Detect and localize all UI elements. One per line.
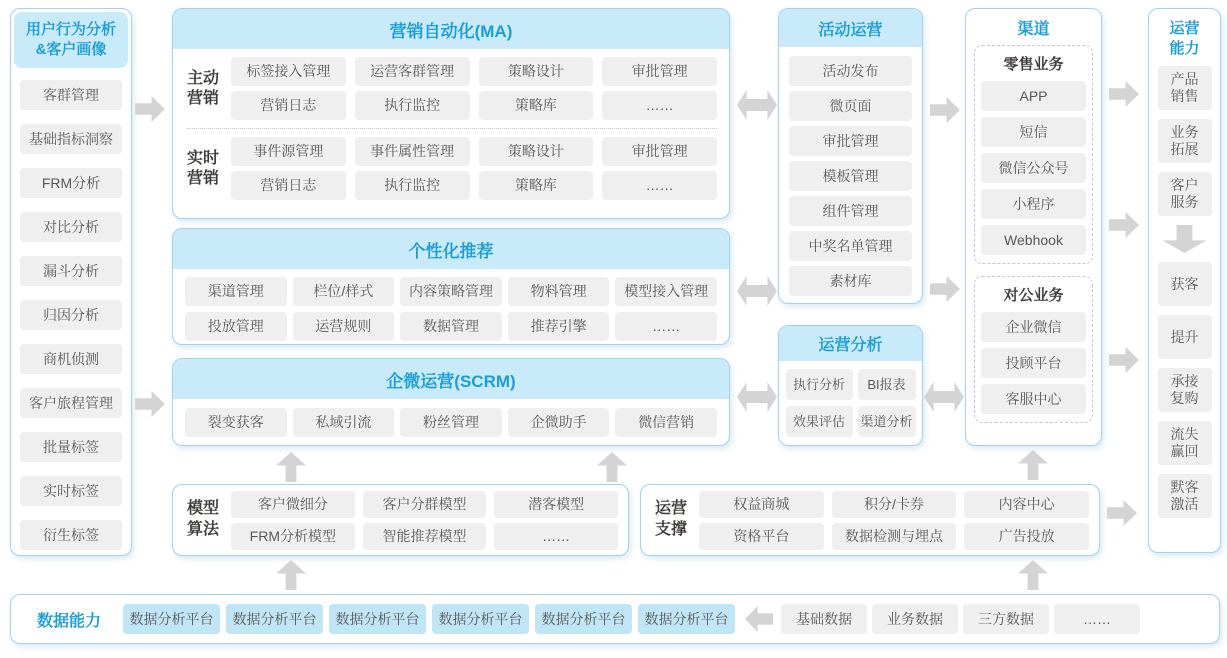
flow-arrow-right-icon (135, 391, 165, 417)
module-list (981, 312, 1086, 414)
module-chip: 渠道管理 (185, 277, 287, 306)
module-chip: 客户微细分 (231, 491, 355, 518)
module-grid (231, 491, 618, 550)
sidebar-list (14, 68, 128, 550)
panel-operation-support (640, 484, 1100, 556)
module-grid (173, 399, 729, 437)
module-chip: 智能推荐模型 (363, 523, 487, 550)
module-chip: 粉丝管理 (400, 408, 502, 437)
flow-arrow-right-icon (930, 97, 960, 123)
module-chip: 效果评估 (786, 406, 853, 437)
module-chip: …… (1054, 604, 1140, 634)
flow-arrow-right-icon (1109, 81, 1139, 107)
module-chip: …… (602, 91, 717, 120)
platform-chip: 数据分析平台 (226, 604, 323, 634)
module-chip: 对比分析 (20, 212, 122, 242)
module-chip: 客群管理 (20, 80, 122, 110)
module-chip: 提升 (1158, 315, 1212, 359)
module-chip: 归因分析 (20, 300, 122, 330)
module-chip: 运营客群管理 (355, 57, 470, 86)
panel-title: 活动运营 (779, 9, 922, 47)
module-grid (779, 361, 922, 437)
panel-title: 企微运营(SCRM) (173, 359, 729, 399)
flow-arrow-up-icon (276, 560, 306, 590)
module-chip: 私域引流 (293, 408, 395, 437)
flow-arrow-up-icon (1018, 450, 1048, 480)
module-chip: 商机侦测 (20, 344, 122, 374)
module-chip: 审批管理 (602, 137, 717, 166)
module-chip: 内容策略管理 (400, 277, 502, 306)
panel-activity-operation (778, 8, 923, 304)
panel-operation-analysis (778, 325, 923, 446)
module-chip: 微信营销 (615, 408, 717, 437)
module-chip: 企业微信 (981, 312, 1086, 342)
module-grid (231, 57, 717, 120)
module-chip: 策略库 (479, 91, 594, 120)
flow-arrow-up-icon (597, 452, 627, 482)
panel-title: 渠道 (1017, 20, 1050, 38)
module-chip: 审批管理 (602, 57, 717, 86)
module-chip: FRM分析 (20, 168, 122, 198)
panel-operation-capability (1148, 8, 1221, 553)
module-chip: 活动发布 (789, 56, 912, 86)
module-chip: 推荐引擎 (508, 312, 610, 341)
module-chip: 产品销售 (1158, 66, 1212, 110)
module-chip: 中奖名单管理 (789, 231, 912, 261)
module-chip: 企微助手 (508, 408, 610, 437)
group-label: 零售业务 (1003, 56, 1064, 73)
flow-arrow-both-icon (737, 276, 777, 306)
module-chip: 小程序 (981, 189, 1086, 219)
module-chip: 客服中心 (981, 384, 1086, 414)
flow-arrow-up-icon (1018, 560, 1048, 590)
module-chip: 标签接入管理 (231, 57, 346, 86)
data-capability-row (11, 595, 1219, 643)
module-chip: 数据检测与埋点 (832, 523, 957, 550)
panel-personalized-recommendation (172, 228, 730, 345)
module-chip: 获客 (1158, 262, 1212, 306)
panel-data-capability (10, 594, 1220, 644)
module-chip: …… (602, 171, 717, 200)
flow-arrow-both-icon (737, 382, 777, 412)
module-chip: 流失赢回 (1158, 421, 1212, 465)
module-chip: 业务数据 (872, 604, 958, 634)
support-body (641, 485, 1099, 555)
module-chip: 策略设计 (479, 57, 594, 86)
module-chip: 短信 (981, 117, 1086, 147)
module-chip: 投放管理 (185, 312, 287, 341)
flow-arrow-both-icon (924, 382, 964, 412)
panel-title: 营销自动化(MA) (173, 9, 729, 49)
module-chip: 事件源管理 (231, 137, 346, 166)
module-chip: 客户分群模型 (363, 491, 487, 518)
flow-arrow-right-icon (1107, 500, 1137, 526)
module-chip: 素材库 (789, 266, 912, 296)
module-chip: 执行监控 (355, 171, 470, 200)
module-chip: …… (615, 312, 717, 341)
module-chip: 三方数据 (963, 604, 1049, 634)
module-list (779, 47, 922, 296)
module-chip: 栏位/样式 (293, 277, 395, 306)
panel-title: 运营分析 (779, 326, 922, 361)
module-chip: 基础数据 (781, 604, 867, 634)
module-chip: 裂变获客 (185, 408, 287, 437)
panel-title: 数据能力 (37, 612, 102, 630)
module-chip: 策略设计 (479, 137, 594, 166)
module-chip: 权益商城 (699, 491, 824, 518)
dotted-divider (187, 128, 717, 129)
module-chip: 衍生标签 (20, 520, 122, 550)
group-label: 对公业务 (1003, 287, 1064, 304)
module-chip: Webhook (981, 225, 1086, 255)
module-chip: 模板管理 (789, 161, 912, 191)
module-chip: 漏斗分析 (20, 256, 122, 286)
platform-chip: 数据分析平台 (535, 604, 632, 634)
group-label: 模型算法 (187, 500, 220, 538)
flow-arrow-down-icon (1163, 225, 1207, 253)
module-chip: 客户服务 (1158, 172, 1212, 216)
panel-title: 个性化推荐 (173, 229, 729, 269)
module-chip: 微页面 (789, 91, 912, 121)
model-body (173, 485, 628, 555)
flow-arrow-both-icon (737, 90, 777, 120)
platform-chip: 数据分析平台 (432, 604, 529, 634)
module-chip: 数据管理 (400, 312, 502, 341)
module-chip: 批量标签 (20, 432, 122, 462)
module-chip: 客户旅程管理 (20, 388, 122, 418)
module-chip: APP (981, 81, 1086, 111)
module-chip: …… (494, 523, 618, 550)
module-list (981, 81, 1086, 255)
panel-title: 运营能力 (1169, 20, 1200, 57)
module-chip: 积分/卡券 (832, 491, 957, 518)
module-list (1149, 66, 1220, 518)
panel-user-behavior-profile (10, 8, 132, 556)
module-chip: FRM分析模型 (231, 523, 355, 550)
module-chip: 内容中心 (964, 491, 1089, 518)
module-chip: 基础指标洞察 (20, 124, 122, 154)
flow-arrow-up-icon (276, 452, 306, 482)
module-chip: 事件属性管理 (355, 137, 470, 166)
module-grid (699, 491, 1089, 550)
panel-channel (965, 8, 1102, 446)
module-chip: 模型接入管理 (615, 277, 717, 306)
module-chip: 物料管理 (508, 277, 610, 306)
group-retail-business (974, 45, 1093, 264)
ma-body (173, 49, 729, 200)
module-chip: 微信公众号 (981, 153, 1086, 183)
group-label: 主动营销 (187, 69, 220, 107)
module-chip: 承接复购 (1158, 368, 1212, 412)
group-corporate-business (974, 276, 1093, 423)
group-label: 实时营销 (187, 149, 220, 187)
module-chip: 业务拓展 (1158, 119, 1212, 163)
module-chip: 营销日志 (231, 91, 346, 120)
module-grid (231, 137, 717, 200)
module-chip: 执行分析 (786, 369, 853, 400)
group-label: 运营支撑 (655, 500, 688, 538)
module-chip: 资格平台 (699, 523, 824, 550)
flow-arrow-right-icon (1109, 212, 1139, 238)
panel-title: 用户行为分析&客户画像 (14, 12, 128, 68)
panel-model-algorithm (172, 484, 629, 556)
module-chip: 执行监控 (355, 91, 470, 120)
group-active-marketing (187, 57, 717, 120)
flow-arrow-right-icon (135, 96, 165, 122)
module-chip: BI报表 (858, 369, 916, 400)
module-chip: 营销日志 (231, 171, 346, 200)
platform-chip: 数据分析平台 (638, 604, 735, 634)
module-chip: 渠道分析 (858, 406, 916, 437)
module-grid (173, 269, 729, 341)
module-chip: 策略库 (479, 171, 594, 200)
panel-wecom-scrm (172, 358, 730, 446)
module-chip: 实时标签 (20, 476, 122, 506)
module-chip: 默客激活 (1158, 474, 1212, 518)
module-chip: 审批管理 (789, 126, 912, 156)
module-chip: 投顾平台 (981, 348, 1086, 378)
flow-arrow-left-icon (745, 606, 773, 632)
module-chip: 运营规则 (293, 312, 395, 341)
group-realtime-marketing (187, 137, 717, 200)
panel-marketing-automation (172, 8, 730, 219)
module-chip: 组件管理 (789, 196, 912, 226)
module-chip: 广告投放 (964, 523, 1089, 550)
platform-chip: 数据分析平台 (329, 604, 426, 634)
flow-arrow-right-icon (930, 276, 960, 302)
flow-arrow-right-icon (1109, 347, 1139, 373)
module-chip: 潜客模型 (494, 491, 618, 518)
platform-chip: 数据分析平台 (123, 604, 220, 634)
